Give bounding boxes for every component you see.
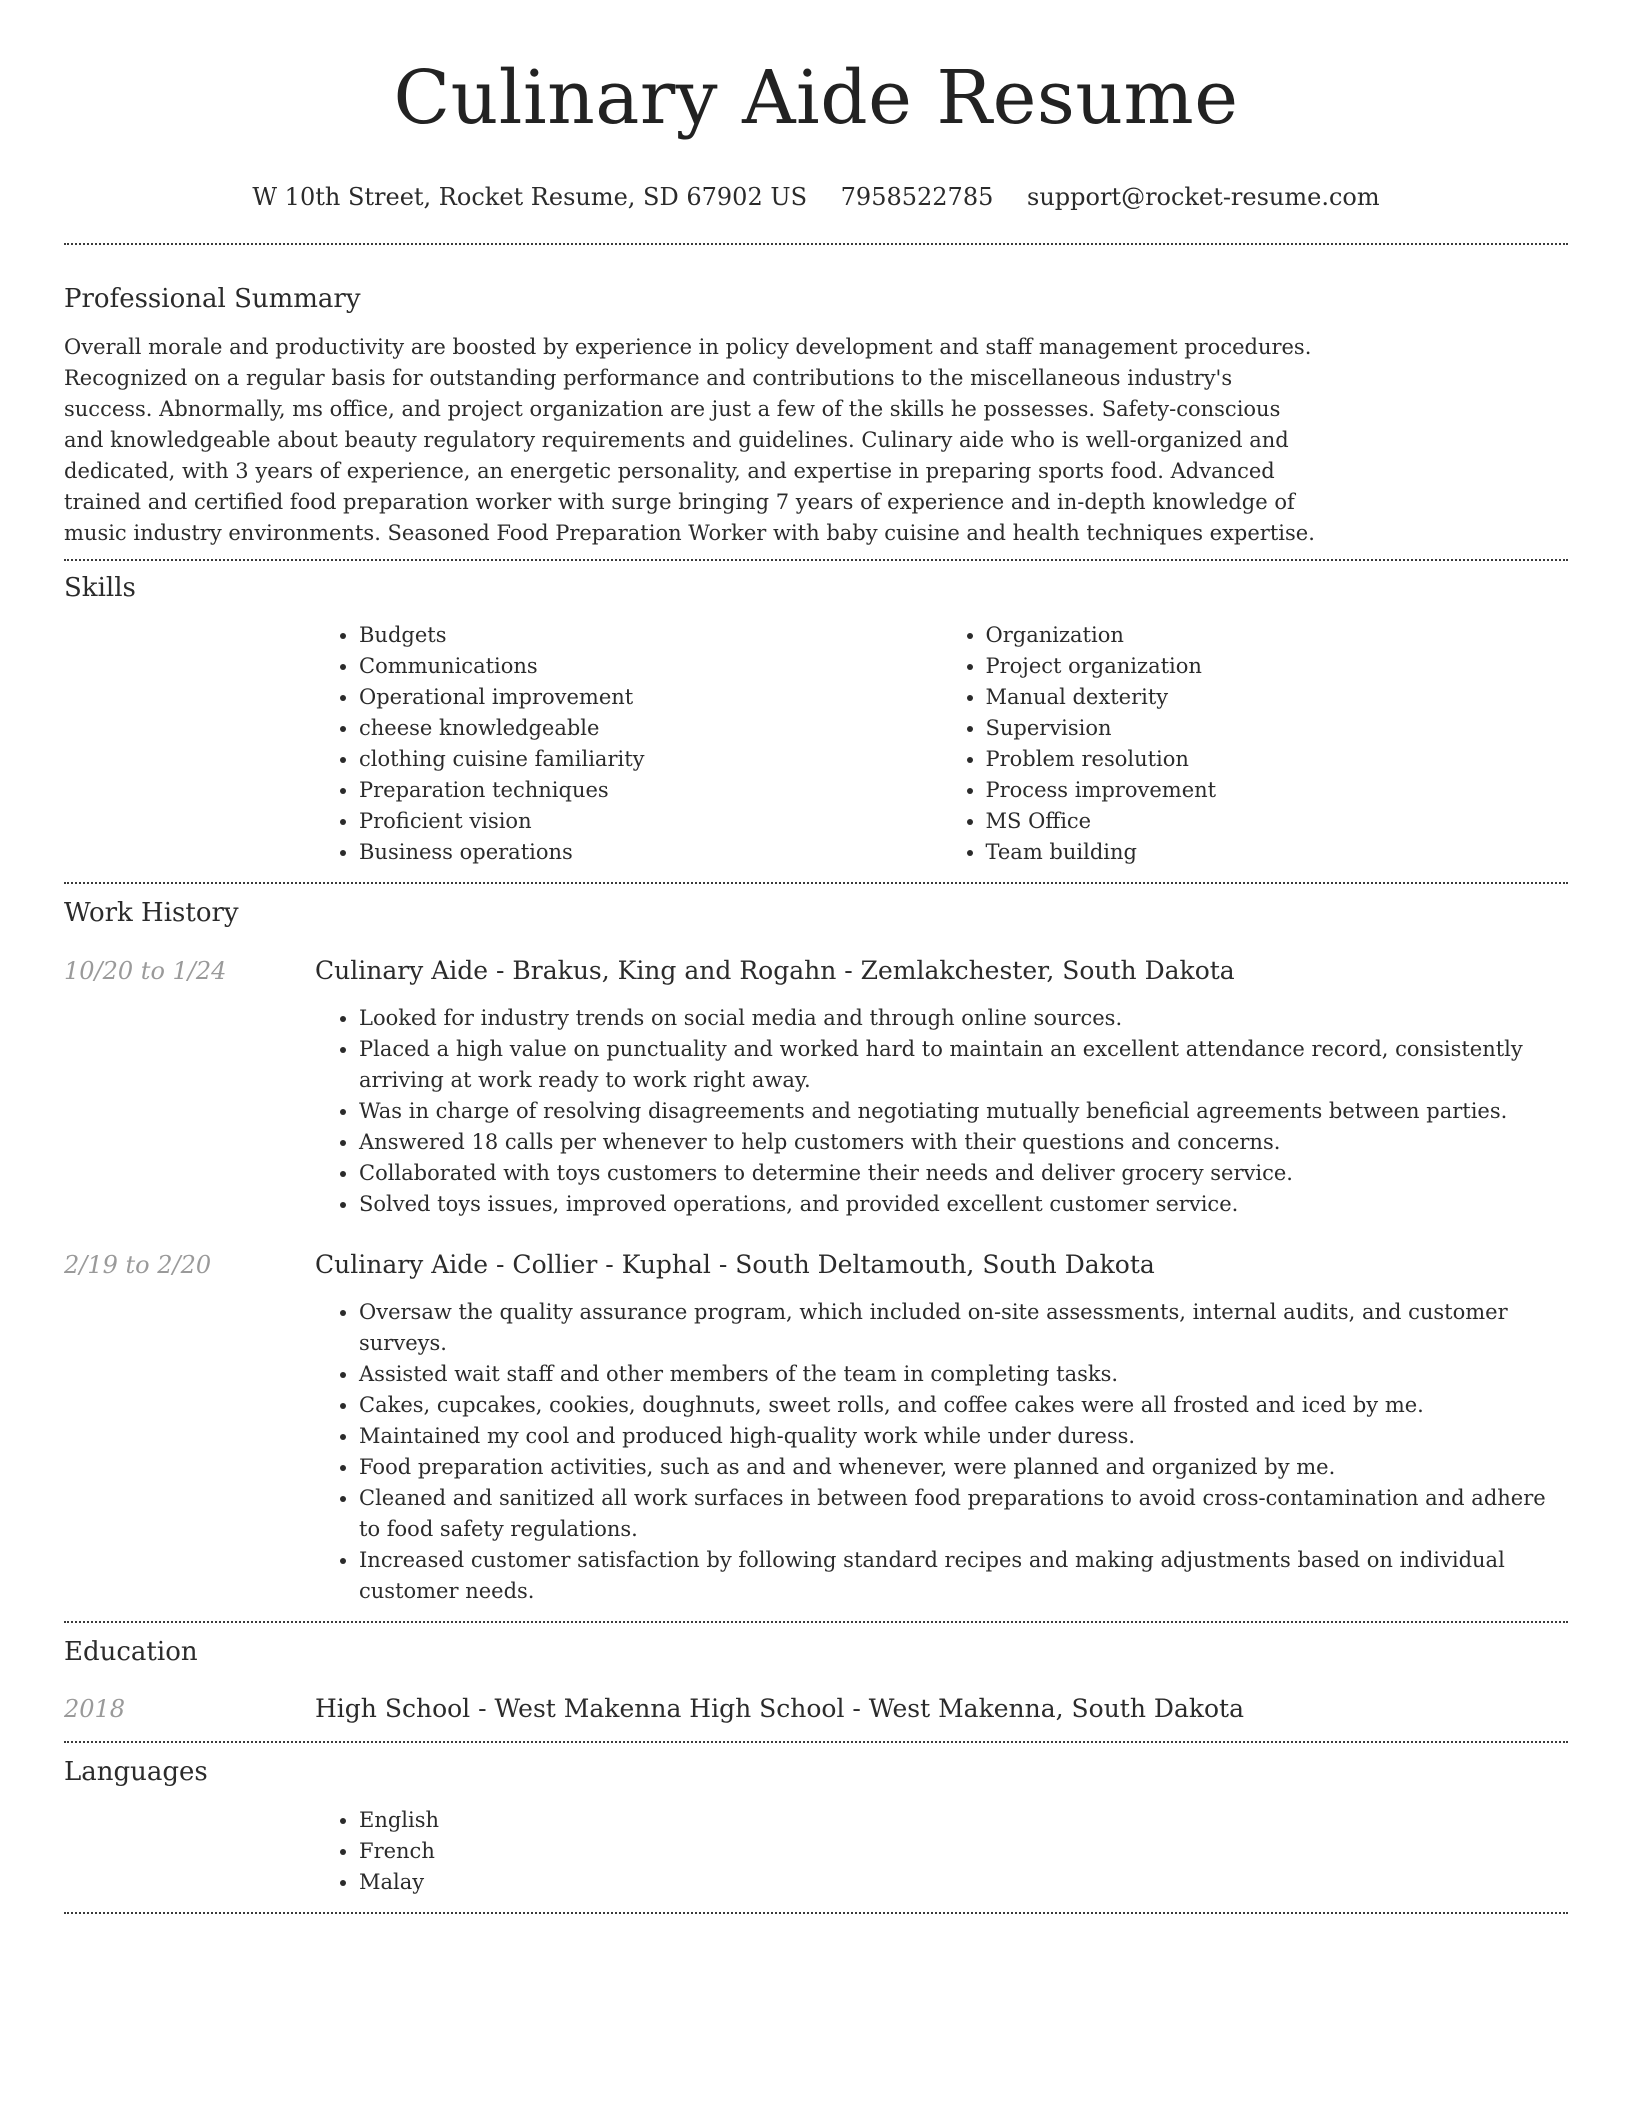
list-item: • Business operations	[359, 837, 942, 868]
job-bullets	[315, 1003, 1568, 1220]
list-item: • Food preparation activities, such as and and whenever, were planned and organized by me.	[359, 1452, 1568, 1483]
languages-list	[315, 1805, 1568, 1898]
list-item: • Answered 18 calls per whenever to help customers with their questions and concerns.	[359, 1127, 1568, 1158]
list-item: • Preparation techniques	[359, 775, 942, 806]
list-item: • Cleaned and sanitized all work surfaces in between food preparations to avoid cross-contamination and adhere to food safety regulations.	[359, 1483, 1568, 1545]
summary-text: Overall morale and productivity are boosted by experience in policy development and staff management procedures. Recognized on a regular basis for outstanding performance and contributions to the miscellaneous industry's success. Abnormally, ms office, and project organization are just a few of the skills he possesses. Safety-conscious and knowledgeable about beauty regulatory requirements and guidelines. Culinary aide who is well-organized and dedicated, with 3 years of experience, an energetic personality, and expertise in preparing sports food. Advanced trained and certified food preparation worker with surge bringing 7 years of experience and in-depth knowledge of music industry environments. Seasoned Food Preparation Worker with baby cuisine and health techniques expertise.	[64, 335, 1315, 545]
skills-list	[315, 620, 1568, 868]
list-item: • Problem resolution	[986, 744, 1569, 775]
section-title-education: Education	[64, 1637, 198, 1667]
list-item: • clothing cuisine familiarity	[359, 744, 942, 775]
list-item: • Proficient vision	[359, 806, 942, 837]
section-title-skills: Skills	[64, 573, 136, 603]
resume-title: Culinary Aide Resume	[393, 55, 1239, 141]
list-item: • Solved toys issues, improved operations, and provided excellent customer service.	[359, 1189, 1568, 1220]
job-title: Culinary Aide - Collier - Kuphal - South Deltamouth, South Dakota	[315, 1250, 1155, 1279]
job-bullets	[315, 1297, 1568, 1607]
list-item: • Process improvement	[986, 775, 1569, 806]
job-entry	[64, 1248, 1568, 1607]
divider	[64, 882, 1568, 884]
divider	[64, 243, 1568, 245]
address: W 10th Street, Rocket Resume, SD 67902 US	[252, 183, 808, 211]
list-item: • Maintained my cool and produced high-quality work while under duress.	[359, 1421, 1568, 1452]
section-title-summary: Professional Summary	[64, 284, 361, 314]
list-item: • Project organization	[986, 651, 1569, 682]
job-title: Culinary Aide - Brakus, King and Rogahn - Zemlakchester, South Dakota	[315, 956, 1235, 985]
list-item: • Looked for industry trends on social media and through online sources.	[359, 1003, 1568, 1034]
divider	[64, 1621, 1568, 1623]
job-header	[64, 954, 1568, 988]
list-item: • cheese knowledgeable	[359, 713, 942, 744]
list-item: • Team building	[986, 837, 1569, 868]
list-item: • Increased customer satisfaction by following standard recipes and making adjustments based on individual customer needs.	[359, 1545, 1568, 1607]
job-dates: 2/19 to 2/20	[64, 1251, 212, 1279]
divider	[64, 559, 1568, 561]
job-dates: 10/20 to 1/24	[64, 957, 227, 985]
list-item: • Communications	[359, 651, 942, 682]
list-item: • Budgets	[359, 620, 942, 651]
list-item: • Oversaw the quality assurance program, which included on-site assessments, internal audits, and customer surveys.	[359, 1297, 1568, 1359]
list-item: • Cakes, cupcakes, cookies, doughnuts, sweet rolls, and coffee cakes were all frosted and iced by me.	[359, 1390, 1568, 1421]
contact-line	[64, 180, 1568, 214]
list-item: • Was in charge of resolving disagreements and negotiating mutually beneficial agreements between parties.	[359, 1096, 1568, 1127]
section-title-work-history: Work History	[64, 898, 239, 928]
list-item: • Manual dexterity	[986, 682, 1569, 713]
list-item: • MS Office	[986, 806, 1569, 837]
education-year: 2018	[64, 1695, 126, 1723]
list-item: • Supervision	[986, 713, 1569, 744]
email: support@rocket-resume.com	[1027, 183, 1380, 211]
list-item: • Organization	[986, 620, 1569, 651]
divider	[64, 1912, 1568, 1914]
list-item: • Operational improvement	[359, 682, 942, 713]
phone: 7958522785	[840, 183, 994, 211]
education-details: High School - West Makenna High School - West Makenna, South Dakota	[315, 1694, 1245, 1723]
job-entry	[64, 954, 1568, 1220]
skills-column-left	[315, 620, 942, 868]
list-item: • Malay	[359, 1867, 1568, 1898]
list-item: • French	[359, 1836, 1568, 1867]
list-item: • Collaborated with toys customers to determine their needs and deliver grocery service.	[359, 1158, 1568, 1189]
list-item: • Placed a high value on punctuality and worked hard to maintain an excellent attendance record, consistently arriving at work ready to work right away.	[359, 1034, 1568, 1096]
job-header	[64, 1248, 1568, 1282]
education-entry	[64, 1692, 1568, 1726]
divider	[64, 1741, 1568, 1743]
section-title-languages: Languages	[64, 1757, 208, 1787]
skills-column-right	[942, 620, 1569, 868]
list-item: • Assisted wait staff and other members of the team in completing tasks.	[359, 1359, 1568, 1390]
list-item: • English	[359, 1805, 1568, 1836]
